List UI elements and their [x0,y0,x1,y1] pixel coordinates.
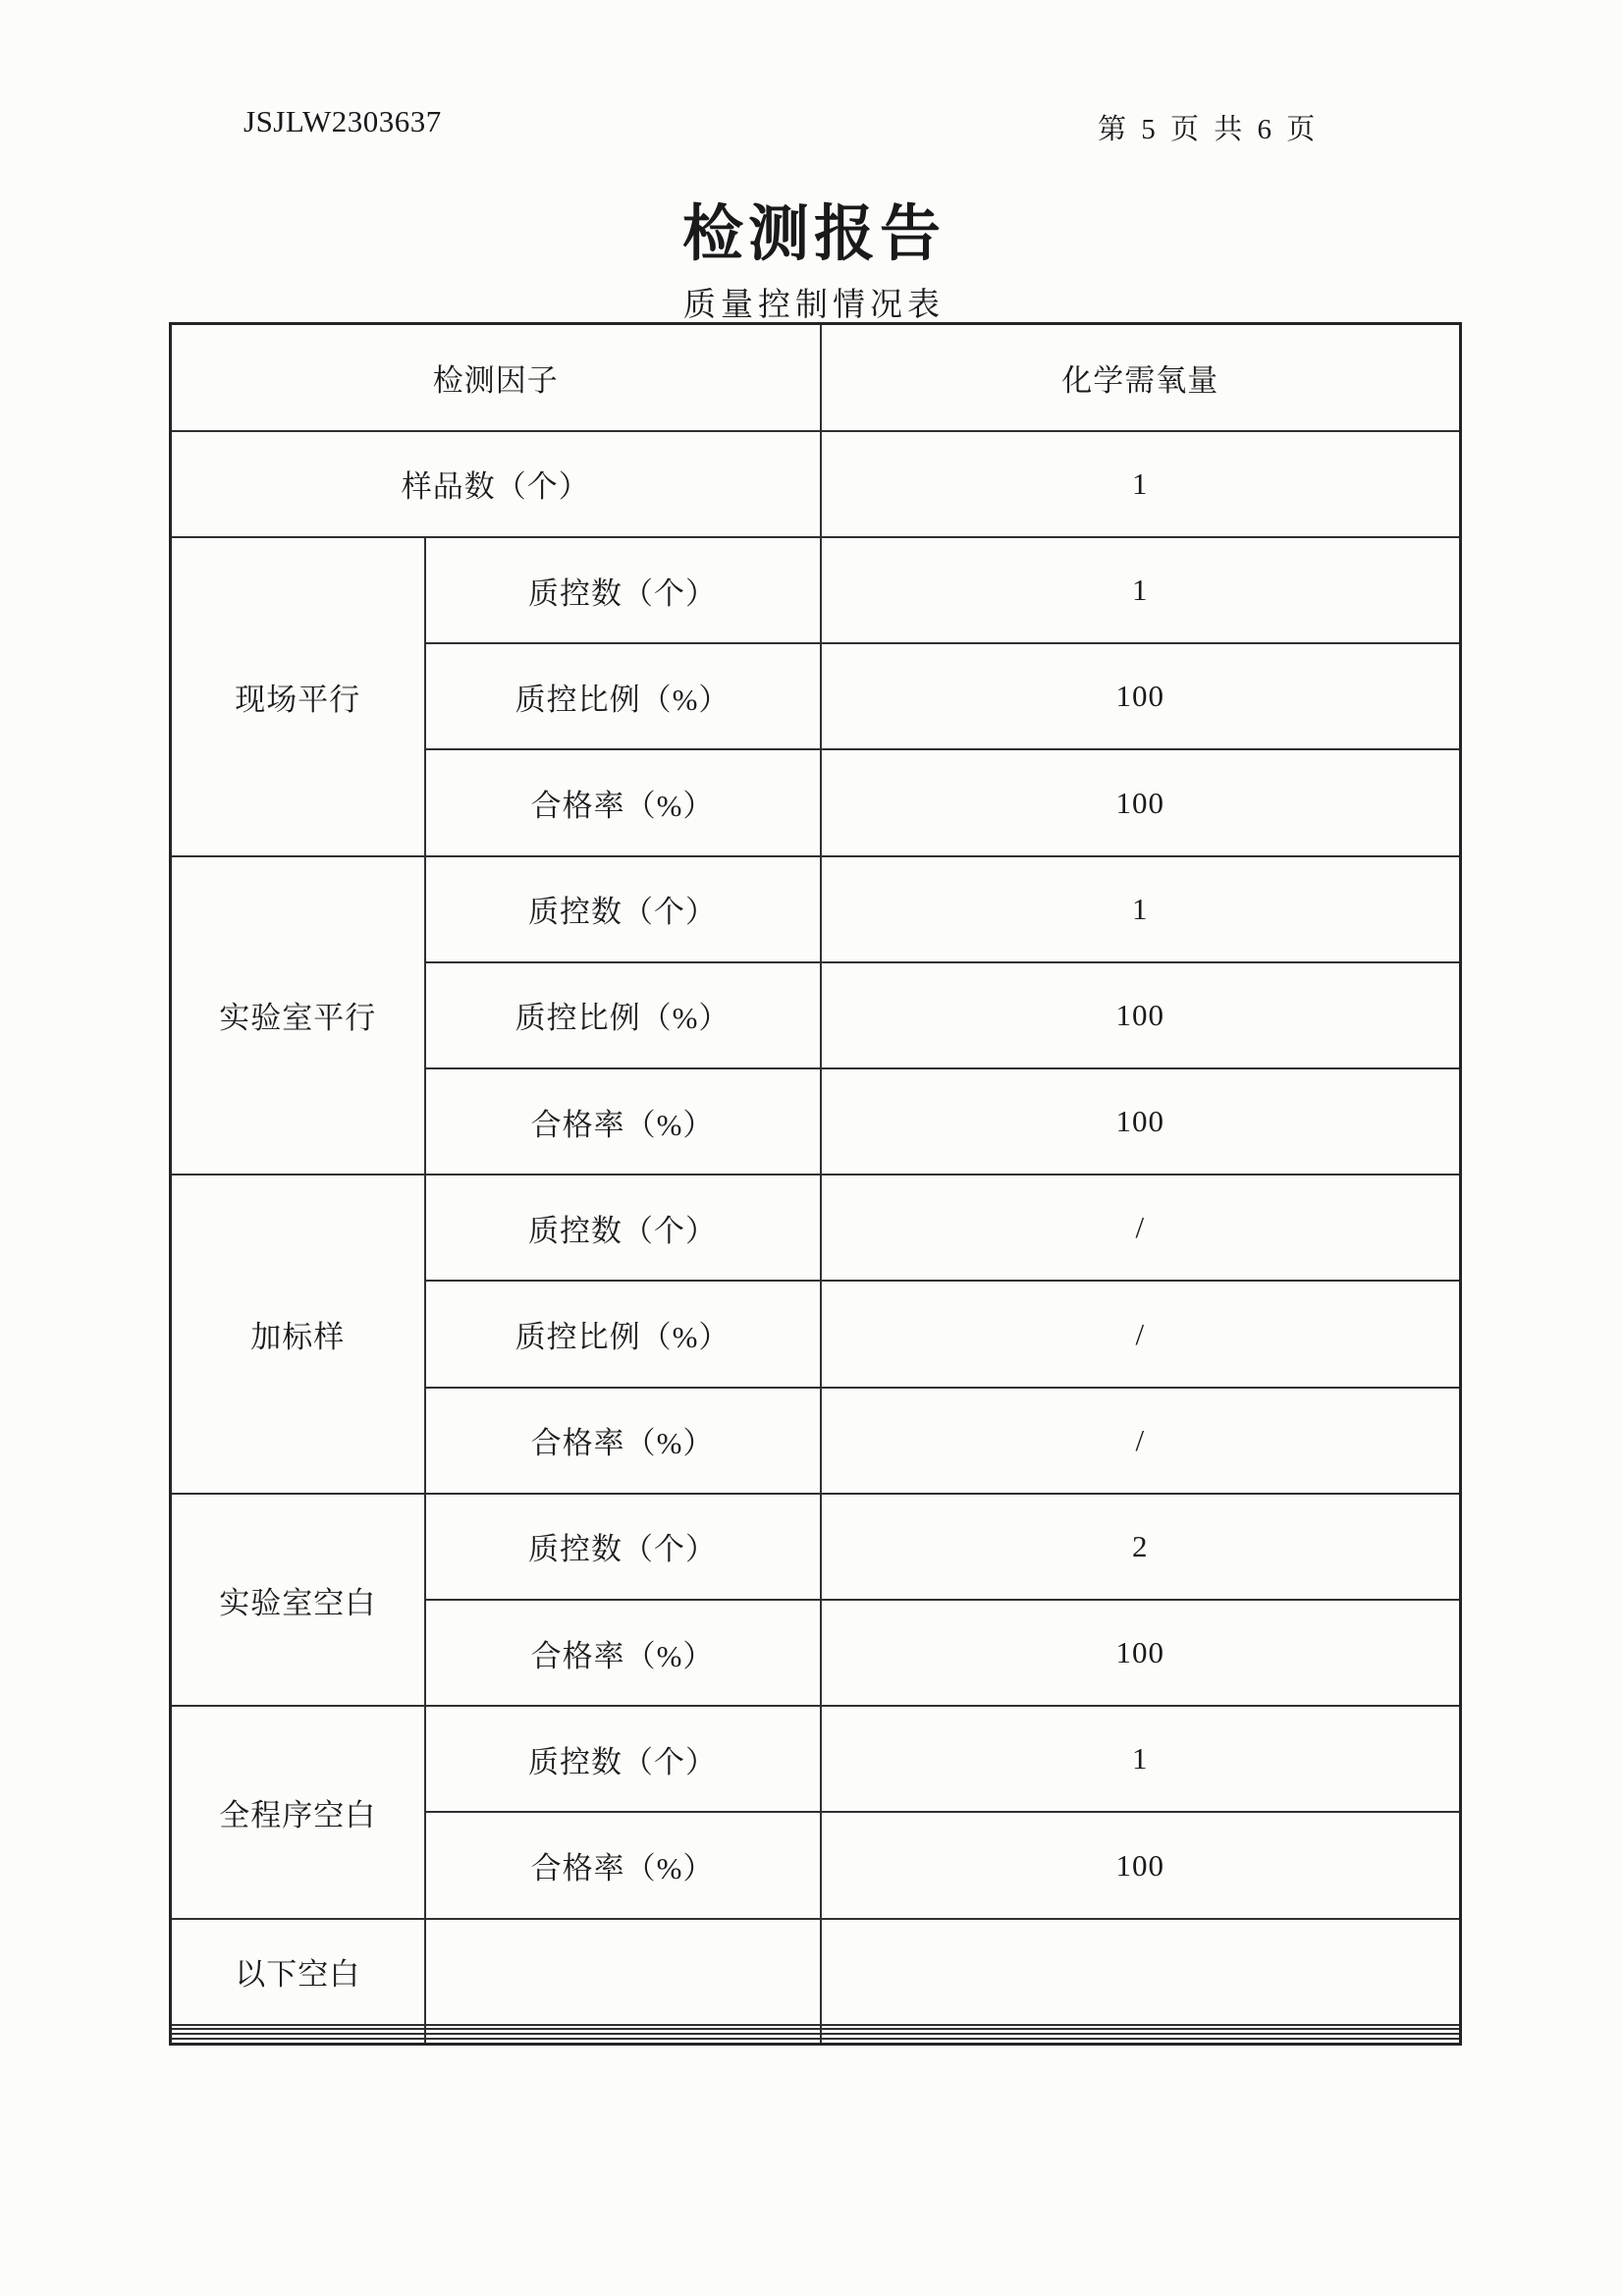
empty-row [171,2039,1461,2045]
empty-cell [171,2039,425,2045]
qc-metric-label: 质控数（个） [425,856,821,962]
qc-metric-label: 质控数（个） [425,1175,821,1281]
sample-count-label: 样品数（个） [171,431,821,537]
page-number-indicator: 第 5 页 共 6 页 [1098,114,1320,145]
qc-metric-value: 1 [821,856,1461,962]
qc-metric-value: / [821,1388,1461,1494]
qc-metric-value: 100 [821,643,1461,749]
qc-metric-value: 1 [821,1706,1461,1812]
qc-metric-label: 合格率（%） [425,749,821,855]
qc-row [171,1175,1461,1281]
header-parameter-cell: 化学需氧量 [821,324,1461,431]
qc-metric-value: / [821,1175,1461,1281]
page-title: 检测报告 [681,201,946,268]
report-code: JSJLW2303637 [243,104,442,138]
qc-metric-value: 100 [821,1600,1461,1706]
qc-row [171,537,1461,643]
qc-metric-label: 质控比例（%） [425,962,821,1068]
table-caption: 质量控制情况表 [683,288,945,323]
qc-metric-value: 100 [821,962,1461,1068]
table-header-row [171,324,1461,431]
empty-cell [425,1919,821,2025]
qc-group-name: 实验室平行 [171,856,425,1175]
qc-metric-label: 质控比例（%） [425,1281,821,1387]
qc-metric-label: 合格率（%） [425,1388,821,1494]
blank-below-row [171,1919,1461,2025]
qc-metric-label: 质控比例（%） [425,643,821,749]
qc-metric-label: 质控数（个） [425,1494,821,1600]
qc-group-name: 全程序空白 [171,1706,425,1918]
empty-cell [821,2039,1461,2045]
footer-note-cell: 以下空白 [171,1919,425,2025]
qc-metric-value: 2 [821,1494,1461,1600]
qc-metric-value: 1 [821,431,1461,537]
header-factor-cell: 检测因子 [171,324,821,431]
qc-row [171,1494,1461,1600]
qc-metric-value: 100 [821,749,1461,855]
qc-metric-label: 质控数（个） [425,537,821,643]
qc-metric-value: 100 [821,1068,1461,1175]
qc-metric-value: 1 [821,537,1461,643]
qc-group-name: 加标样 [171,1175,425,1494]
qc-metric-value: / [821,1281,1461,1387]
qc-metric-label: 合格率（%） [425,1812,821,1918]
qc-metric-label: 质控数（个） [425,1706,821,1812]
qc-group-name: 实验室空白 [171,1494,425,1706]
qc-row [171,1706,1461,1812]
empty-cell [821,1919,1461,2025]
qc-row [171,856,1461,962]
sample-count-row [171,431,1461,537]
qc-metric-value: 100 [821,1812,1461,1918]
quality-control-table [169,322,1462,2046]
qc-metric-label: 合格率（%） [425,1068,821,1175]
qc-metric-label: 合格率（%） [425,1600,821,1706]
qc-group-name: 现场平行 [171,537,425,856]
empty-cell [425,2039,821,2045]
